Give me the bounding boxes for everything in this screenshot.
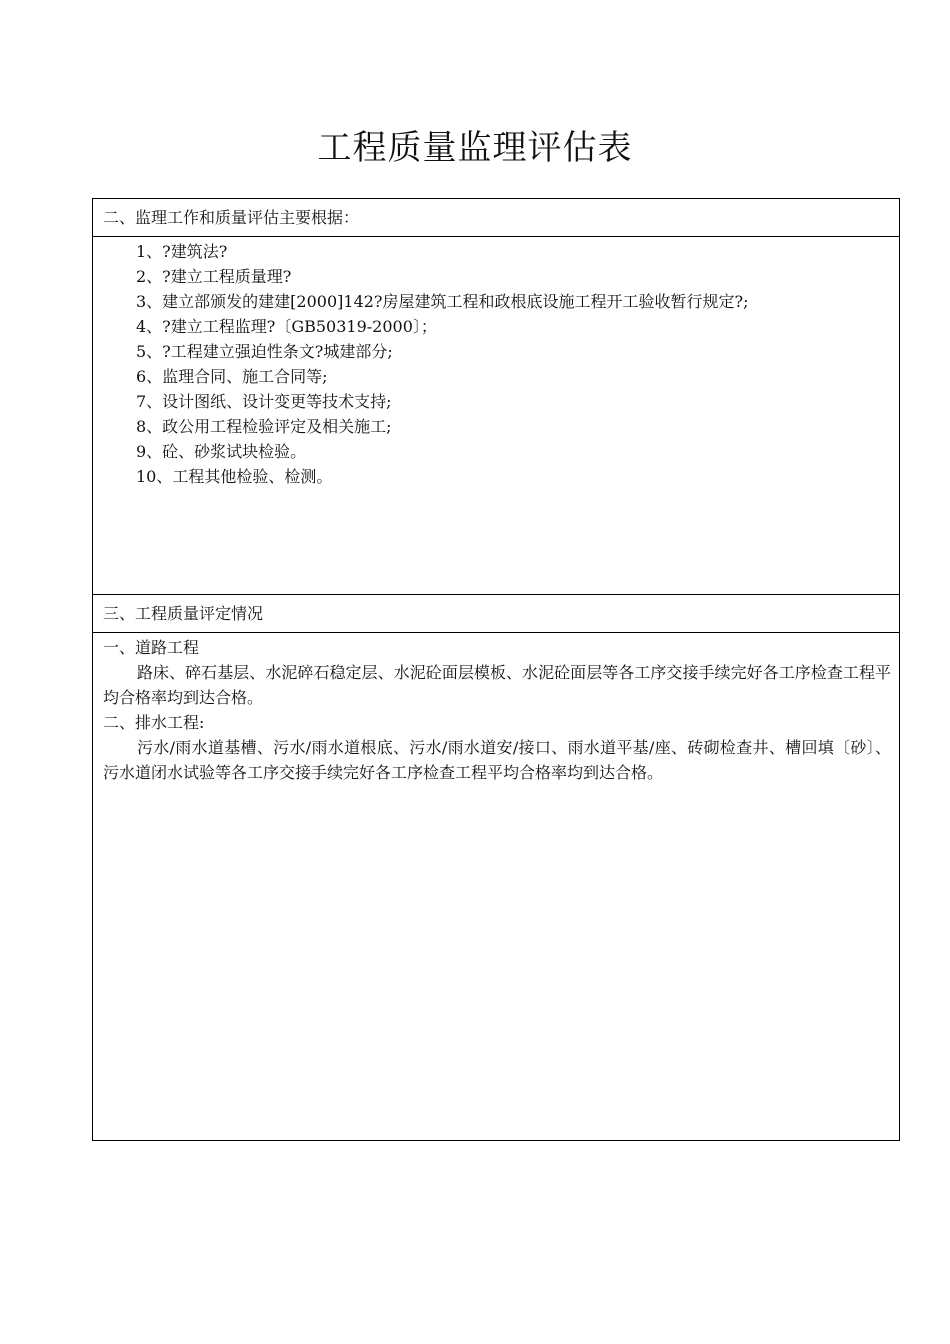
basis-item: 5、?工程建立强迫性条文?城建部分; — [136, 342, 393, 361]
road-title: 一、道路工程 — [103, 638, 200, 657]
basis-item: 2、?建立工程质量理? — [136, 267, 292, 286]
road-text: 路床、碎石基层、水泥碎石稳定层、水泥砼面层模板、水泥砼面层等各工序交接手续完好各工序检查工程平均合格率均到达合格。 — [103, 663, 891, 707]
drain-text: 污水/雨水道基槽、污水/雨水道根底、污水/雨水道安/接口、雨水道平基/座、砖砌检查井、槽回填〔砂〕、污水道闭水试验等各工序交接手续完好各工序检查工程平均合格率均到达合格。 — [103, 738, 891, 782]
basis-item: 8、政公用工程检验评定及相关施工; — [136, 417, 392, 436]
section3-heading: 三、工程质量评定情况 — [93, 595, 899, 633]
basis-item: 10、工程其他检验、检测。 — [136, 467, 333, 486]
basis-item: 7、设计图纸、设计变更等技术支持; — [136, 392, 392, 411]
evaluation-table — [92, 198, 900, 1141]
page-title: 工程质量监理评估表 — [317, 128, 633, 168]
basis-item: 9、砼、砂浆试块检验。 — [136, 442, 307, 461]
basis-item: 3、建立部颁发的建建[2000]142?房屋建筑工程和政根底设施工程开工验收暂行规定?; — [136, 292, 749, 311]
section2-body — [93, 237, 899, 595]
section3-body — [93, 633, 899, 785]
section2-heading: 二、监理工作和质量评估主要根据： — [93, 199, 899, 237]
basis-item: 4、?建立工程监理?〔GB50319-2000〕； — [136, 317, 437, 336]
drain-title: 二、排水工程: — [103, 713, 205, 732]
basis-item: 6、监理合同、施工合同等; — [136, 367, 328, 386]
basis-item: 1、?建筑法? — [136, 242, 228, 261]
